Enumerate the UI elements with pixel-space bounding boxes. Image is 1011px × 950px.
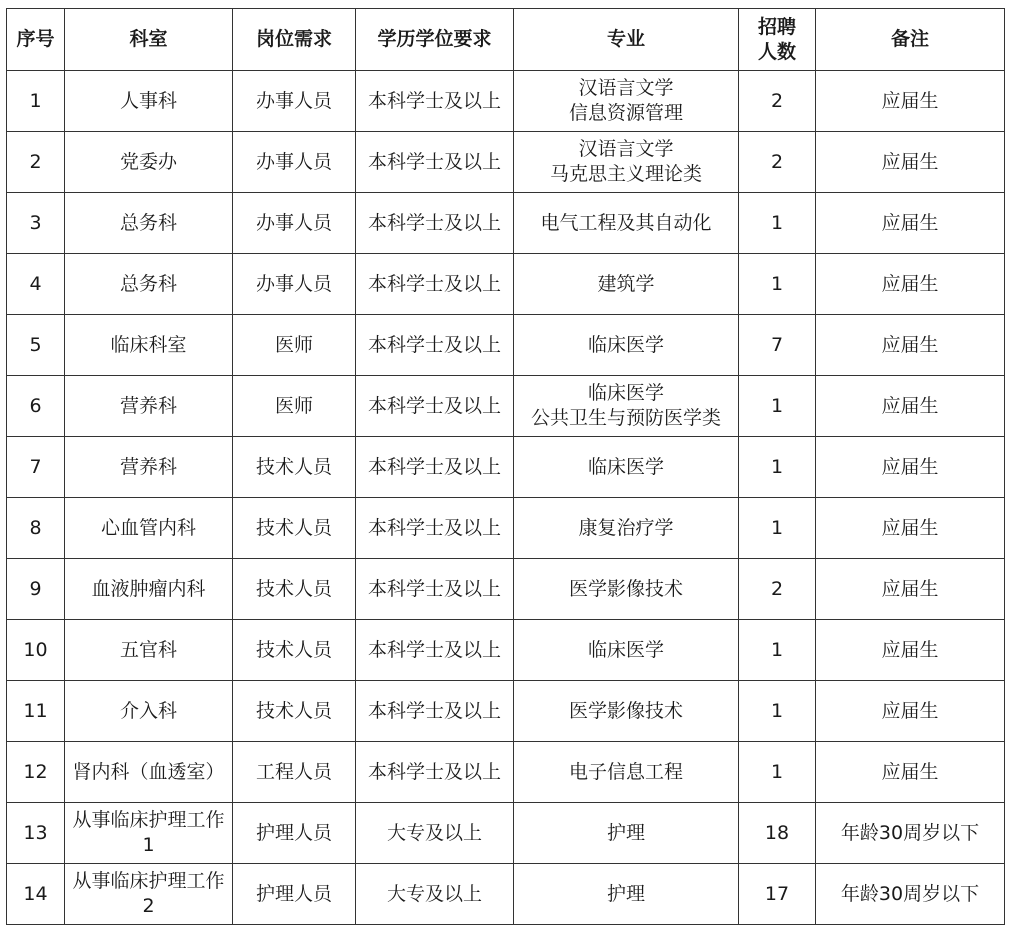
cell-major: 康复治疗学 [514, 498, 739, 559]
cell-index: 8 [7, 498, 65, 559]
cell-index: 2 [7, 132, 65, 193]
cell-note: 应届生 [816, 498, 1005, 559]
cell-education: 本科学士及以上 [356, 254, 514, 315]
cell-index: 3 [7, 193, 65, 254]
cell-index: 14 [7, 864, 65, 925]
cell-position: 护理人员 [233, 864, 356, 925]
cell-note: 年龄30周岁以下 [816, 864, 1005, 925]
cell-department: 从事临床护理工作 2 [65, 864, 233, 925]
cell-note: 应届生 [816, 376, 1005, 437]
table-row [7, 620, 1005, 681]
cell-count: 1 [739, 498, 816, 559]
cell-count: 17 [739, 864, 816, 925]
header-position: 岗位需求 [233, 9, 356, 71]
cell-note: 应届生 [816, 437, 1005, 498]
cell-index: 13 [7, 803, 65, 864]
cell-department: 从事临床护理工作 1 [65, 803, 233, 864]
table-row [7, 254, 1005, 315]
table-row [7, 193, 1005, 254]
cell-index: 5 [7, 315, 65, 376]
cell-major: 护理 [514, 803, 739, 864]
table-row [7, 437, 1005, 498]
header-major: 专业 [514, 9, 739, 71]
cell-index: 6 [7, 376, 65, 437]
cell-index: 10 [7, 620, 65, 681]
cell-position: 办事人员 [233, 193, 356, 254]
cell-major: 汉语言文学 信息资源管理 [514, 71, 739, 132]
cell-count: 1 [739, 376, 816, 437]
cell-education: 本科学士及以上 [356, 71, 514, 132]
cell-position: 技术人员 [233, 498, 356, 559]
cell-position: 医师 [233, 376, 356, 437]
cell-index: 4 [7, 254, 65, 315]
cell-note: 应届生 [816, 71, 1005, 132]
cell-department: 营养科 [65, 437, 233, 498]
cell-education: 本科学士及以上 [356, 376, 514, 437]
cell-index: 1 [7, 71, 65, 132]
cell-department: 临床科室 [65, 315, 233, 376]
cell-education: 本科学士及以上 [356, 193, 514, 254]
cell-count: 1 [739, 620, 816, 681]
cell-index: 9 [7, 559, 65, 620]
table-body [7, 71, 1005, 925]
cell-position: 护理人员 [233, 803, 356, 864]
table-row [7, 559, 1005, 620]
cell-major: 临床医学 [514, 437, 739, 498]
cell-department: 心血管内科 [65, 498, 233, 559]
cell-education: 大专及以上 [356, 864, 514, 925]
cell-major: 汉语言文学 马克思主义理论类 [514, 132, 739, 193]
cell-note: 年龄30周岁以下 [816, 803, 1005, 864]
cell-position: 技术人员 [233, 681, 356, 742]
cell-department: 党委办 [65, 132, 233, 193]
header-index: 序号 [7, 9, 65, 71]
cell-department: 血液肿瘤内科 [65, 559, 233, 620]
cell-department: 肾内科（血透室） [65, 742, 233, 803]
cell-position: 技术人员 [233, 559, 356, 620]
cell-note: 应届生 [816, 681, 1005, 742]
cell-position: 技术人员 [233, 620, 356, 681]
header-count: 招聘 人数 [739, 9, 816, 71]
table-row [7, 803, 1005, 864]
header-department: 科室 [65, 9, 233, 71]
table-row [7, 742, 1005, 803]
header-education: 学历学位要求 [356, 9, 514, 71]
cell-index: 7 [7, 437, 65, 498]
table-header [7, 9, 1005, 71]
cell-major: 电气工程及其自动化 [514, 193, 739, 254]
table-row [7, 71, 1005, 132]
cell-major: 医学影像技术 [514, 681, 739, 742]
cell-note: 应届生 [816, 315, 1005, 376]
cell-count: 2 [739, 132, 816, 193]
cell-note: 应届生 [816, 742, 1005, 803]
cell-major: 临床医学 [514, 315, 739, 376]
cell-count: 2 [739, 71, 816, 132]
cell-department: 人事科 [65, 71, 233, 132]
cell-education: 本科学士及以上 [356, 132, 514, 193]
cell-department: 营养科 [65, 376, 233, 437]
table-row [7, 132, 1005, 193]
cell-index: 12 [7, 742, 65, 803]
cell-major: 临床医学 公共卫生与预防医学类 [514, 376, 739, 437]
cell-education: 本科学士及以上 [356, 681, 514, 742]
header-row [7, 9, 1005, 71]
cell-count: 1 [739, 193, 816, 254]
cell-education: 本科学士及以上 [356, 315, 514, 376]
cell-education: 本科学士及以上 [356, 559, 514, 620]
cell-education: 大专及以上 [356, 803, 514, 864]
cell-note: 应届生 [816, 254, 1005, 315]
cell-index: 11 [7, 681, 65, 742]
cell-position: 医师 [233, 315, 356, 376]
cell-major: 临床医学 [514, 620, 739, 681]
cell-education: 本科学士及以上 [356, 620, 514, 681]
header-note: 备注 [816, 9, 1005, 71]
cell-education: 本科学士及以上 [356, 437, 514, 498]
cell-education: 本科学士及以上 [356, 742, 514, 803]
cell-department: 总务科 [65, 193, 233, 254]
cell-note: 应届生 [816, 620, 1005, 681]
cell-position: 办事人员 [233, 254, 356, 315]
table-row [7, 498, 1005, 559]
cell-note: 应届生 [816, 193, 1005, 254]
cell-education: 本科学士及以上 [356, 498, 514, 559]
cell-major: 建筑学 [514, 254, 739, 315]
cell-position: 工程人员 [233, 742, 356, 803]
table-row [7, 681, 1005, 742]
cell-position: 办事人员 [233, 71, 356, 132]
cell-note: 应届生 [816, 559, 1005, 620]
cell-position: 办事人员 [233, 132, 356, 193]
cell-department: 五官科 [65, 620, 233, 681]
recruitment-table [6, 8, 1005, 925]
table-row [7, 315, 1005, 376]
cell-major: 护理 [514, 864, 739, 925]
table-row [7, 376, 1005, 437]
cell-count: 1 [739, 437, 816, 498]
cell-position: 技术人员 [233, 437, 356, 498]
cell-count: 1 [739, 254, 816, 315]
cell-count: 1 [739, 681, 816, 742]
cell-count: 18 [739, 803, 816, 864]
cell-count: 7 [739, 315, 816, 376]
cell-count: 2 [739, 559, 816, 620]
cell-major: 电子信息工程 [514, 742, 739, 803]
cell-department: 总务科 [65, 254, 233, 315]
cell-major: 医学影像技术 [514, 559, 739, 620]
cell-department: 介入科 [65, 681, 233, 742]
cell-note: 应届生 [816, 132, 1005, 193]
table-row [7, 864, 1005, 925]
cell-count: 1 [739, 742, 816, 803]
